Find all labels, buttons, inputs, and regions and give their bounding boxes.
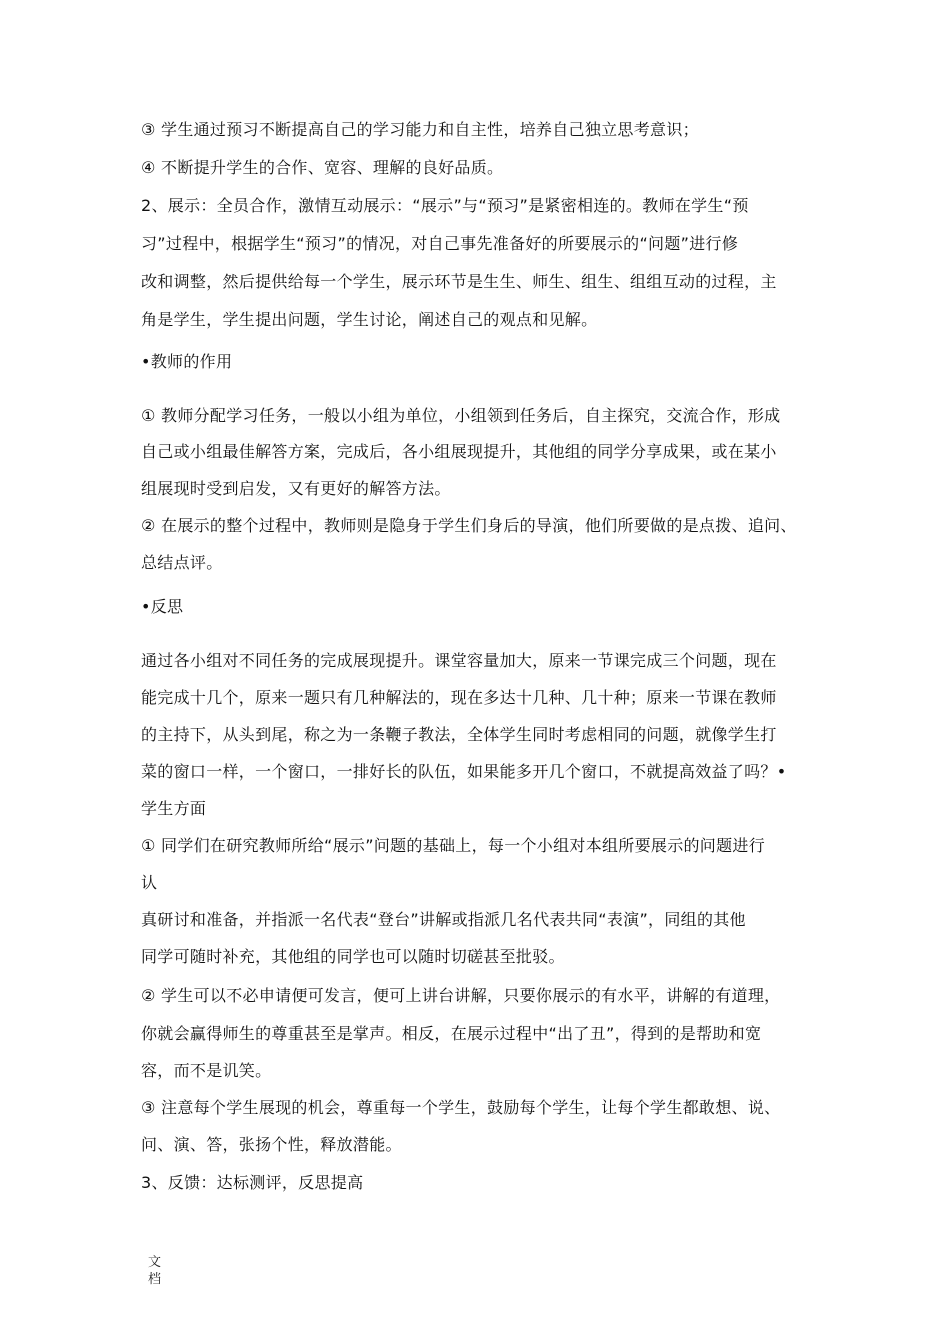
section-heading: •教师的作用: [141, 352, 233, 371]
text-line: 认: [141, 873, 158, 892]
text-line: 的主持下，从头到尾，称之为一条鞭子教法，全体学生同时考虑相同的问题，就像学生打: [141, 725, 777, 744]
text-line: 自己或小组最佳解答方案，完成后，各小组展现提升，其他组的同学分享成果，或在某小: [141, 442, 777, 461]
text-line: 通过各小组对不同任务的完成展现提升。课堂容量加大，原来一节课完成三个问题，现在: [141, 651, 777, 670]
footer-label: 档: [148, 1272, 162, 1287]
text-line: 总结点评。: [141, 553, 223, 572]
text-line: 菜的窗口一样，一个窗口，一排好长的队伍，如果能多开几个窗口，不就提高效益了吗？•: [141, 762, 787, 781]
text-line: 真研讨和准备，并指派一名代表“登台”讲解或指派几名代表共同“表演”，同组的其他: [141, 910, 746, 929]
text-line: 你就会赢得师生的尊重甚至是掌声。相反，在展示过程中“出了丑”，得到的是帮助和宽: [141, 1024, 762, 1043]
section-heading: 学生方面: [141, 799, 207, 818]
footer-label: 文: [148, 1255, 162, 1270]
text-line: 习”过程中，根据学生“预习”的情况，对自己事先准备好的所要展示的“问题”进行修: [141, 234, 739, 253]
section-heading: •反思: [141, 597, 184, 616]
text-line: 2、展示：全员合作，激情互动展示：“展示”与“预习”是紧密相连的。教师在学生“预: [141, 196, 749, 215]
text-line: 能完成十几个，原来一题只有几种解法的，现在多达十几种、几十种；原来一节课在教师: [141, 688, 777, 707]
text-line: ② 学生可以不必申请便可发言，便可上讲台讲解，只要你展示的有水平，讲解的有道理，: [141, 986, 781, 1005]
text-line: 改和调整，然后提供给每一个学生，展示环节是生生、师生、组生、组组互动的过程，主: [141, 272, 777, 291]
text-line: ② 在展示的整个过程中，教师则是隐身于学生们身后的导演，他们所要做的是点拨、追问、: [141, 516, 797, 535]
text-line: 3、反馈：达标测评，反思提高: [141, 1173, 364, 1192]
text-line: ④ 不断提升学生的合作、宽容、理解的良好品质。: [141, 158, 504, 177]
text-line: 容，而不是讥笑。: [141, 1061, 272, 1080]
text-line: ③ 注意每个学生展现的机会，尊重每一个学生，鼓励每个学生，让每个学生都敢想、说、: [141, 1098, 781, 1117]
text-line: ① 教师分配学习任务，一般以小组为单位，小组领到任务后，自主探究，交流合作，形成: [141, 406, 781, 425]
text-line: 同学可随时补充，其他组的同学也可以随时切磋甚至批驳。: [141, 947, 565, 966]
text-line: ③ 学生通过预习不断提高自己的学习能力和自主性，培养自己独立思考意识；: [141, 120, 699, 139]
text-line: 组展现时受到启发，又有更好的解答方法。: [141, 479, 451, 498]
text-line: 角是学生，学生提出问题，学生讨论，阐述自己的观点和见解。: [141, 310, 598, 329]
text-line: ① 同学们在研究教师所给“展示”问题的基础上，每一个小组对本组所要展示的问题进行: [141, 836, 766, 855]
text-line: 问、演、答，张扬个性，释放潜能。: [141, 1135, 402, 1154]
